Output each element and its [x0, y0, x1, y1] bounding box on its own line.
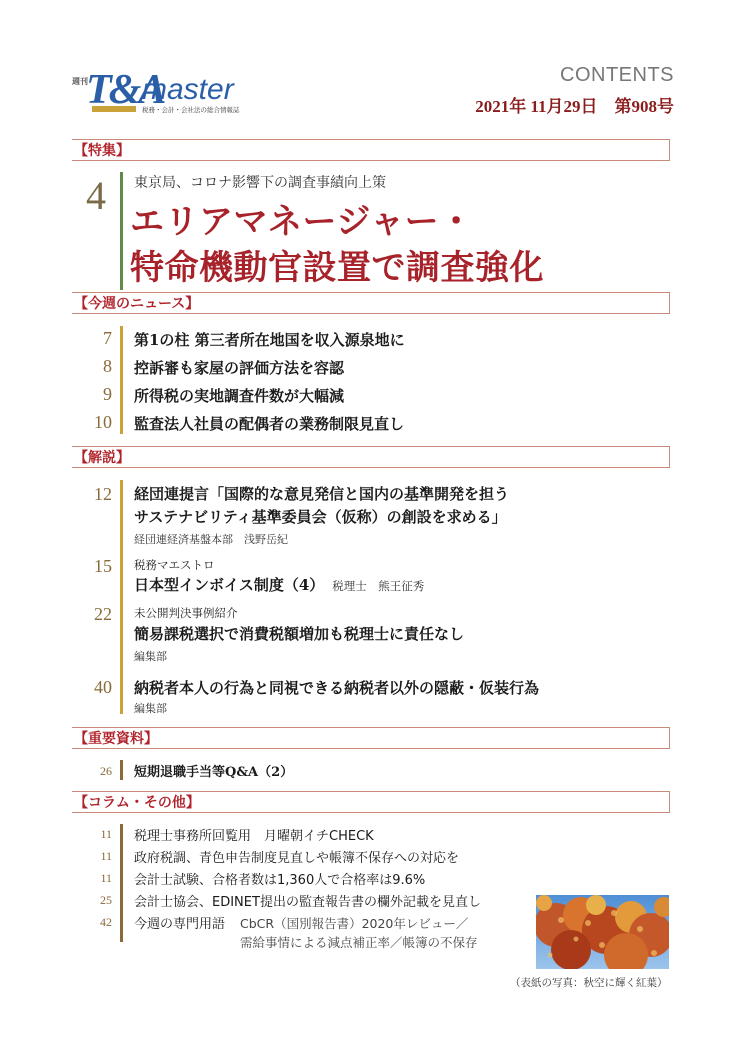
news-page: 9: [103, 384, 112, 404]
issue-date: 2021年 11月29日 第908号: [475, 97, 674, 116]
magazine-logo: [72, 68, 272, 120]
section-explanation-label: 【解説】: [74, 450, 130, 466]
explanation-page: 12: [94, 484, 112, 504]
column-item[interactable]: 会計士試験、合格者数は1,360人で合格率は9.6%: [134, 873, 426, 888]
news-page: 10: [94, 412, 112, 432]
section-column: [72, 791, 670, 813]
section-explanation: [72, 446, 670, 468]
explanation-title[interactable]: 簡易課税選択で消費税額増加も税理士に責任なし: [134, 625, 465, 643]
news-page: 8: [103, 356, 112, 376]
section-materials: [72, 727, 670, 749]
explanation-author: 経団連経済基盤本部 浅野岳紀: [134, 533, 288, 546]
logo-weekly: 週刊: [72, 77, 88, 86]
column-item[interactable]: 会計士協会、EDINET提出の監査報告書の欄外記載を見直し: [134, 895, 481, 910]
news-rule: [120, 326, 123, 434]
explanation-title[interactable]: [134, 574, 424, 595]
column-page: 11: [100, 849, 112, 863]
column-rule: [120, 824, 123, 942]
column-page: 11: [100, 871, 112, 885]
section-feature-label: 【特集】: [74, 143, 130, 159]
explanation-page: 22: [94, 604, 112, 624]
news-page: 7: [103, 328, 112, 348]
column-page: 42: [100, 915, 112, 929]
column-item[interactable]: 政府税調、青色申告制度見直しや帳簿不保存への対応を: [134, 851, 460, 866]
section-news: [72, 292, 670, 314]
column-page: 11: [100, 827, 112, 841]
explanation-label: 未公開判決事例紹介: [134, 606, 238, 620]
section-materials-label: 【重要資料】: [74, 731, 158, 747]
column-item[interactable]: 今週の専門用語: [134, 917, 226, 932]
column-page: 25: [100, 893, 112, 907]
news-item[interactable]: 控訴審も家屋の評価方法を容認: [134, 359, 345, 377]
contents-label: CONTENTS: [560, 64, 674, 86]
section-column-label: 【コラム・その他】: [74, 795, 200, 811]
column-item[interactable]: 税理士事務所回覧用 月曜朝イチCHECK: [134, 829, 374, 844]
news-item[interactable]: 所得税の実地調査件数が大幅減: [134, 387, 345, 405]
explanation-title[interactable]: サステナビリティ基準委員会（仮称）の創設を求める」: [134, 508, 507, 526]
logo-brand: T&A: [86, 67, 164, 113]
section-news-label: 【今週のニュース】: [74, 296, 200, 312]
feature-subtitle: 東京局、コロナ影響下の調査事績向上策: [134, 175, 386, 191]
feature-title-line1[interactable]: エリアマネージャー・: [130, 202, 474, 242]
logo-master: master: [142, 73, 234, 106]
explanation-rule: [120, 480, 123, 714]
materials-rule: [120, 760, 123, 780]
materials-page: 26: [100, 764, 112, 778]
logo-subtitle: 税務・会計・会社法の総合情報誌: [142, 106, 240, 114]
explanation-author: 税理士 熊王征秀: [332, 579, 425, 593]
cover-photo-autumn-leaves: [536, 895, 669, 969]
news-item[interactable]: 監査法人社員の配偶者の業務制限見直し: [134, 415, 405, 433]
feature-title-line2[interactable]: 特命機動官設置で調査強化: [130, 248, 544, 288]
explanation-page: 15: [94, 556, 112, 576]
news-item[interactable]: 第1の柱 第三者所在地国を収入源泉地に: [134, 331, 405, 349]
feature-page-number: 4: [86, 173, 106, 218]
explanation-title[interactable]: 納税者本人の行為と同視できる納税者以外の隠蔽・仮装行為: [134, 679, 540, 697]
explanation-label: 税務マエストロ: [134, 558, 215, 572]
explanation-page: 40: [94, 677, 112, 697]
materials-item[interactable]: 短期退職手当等Q&A（2）: [134, 765, 294, 780]
explanation-title[interactable]: 経団連提言「国際的な意見発信と国内の基準開発を担う: [134, 485, 510, 503]
column-item-detail: 需給事情による減点補正率／帳簿の不保存: [240, 935, 478, 950]
section-feature: [72, 139, 670, 161]
cover-caption: （表紙の写真：秋空に輝く紅葉）: [510, 977, 668, 989]
column-item-detail: CbCR（国別報告書）2020年レビュー／: [240, 916, 469, 931]
explanation-author: 編集部: [134, 650, 167, 663]
explanation-author: 編集部: [134, 702, 167, 715]
feature-rule: [120, 172, 123, 290]
explanation-title-text: 日本型インボイス制度（4）: [134, 576, 325, 594]
